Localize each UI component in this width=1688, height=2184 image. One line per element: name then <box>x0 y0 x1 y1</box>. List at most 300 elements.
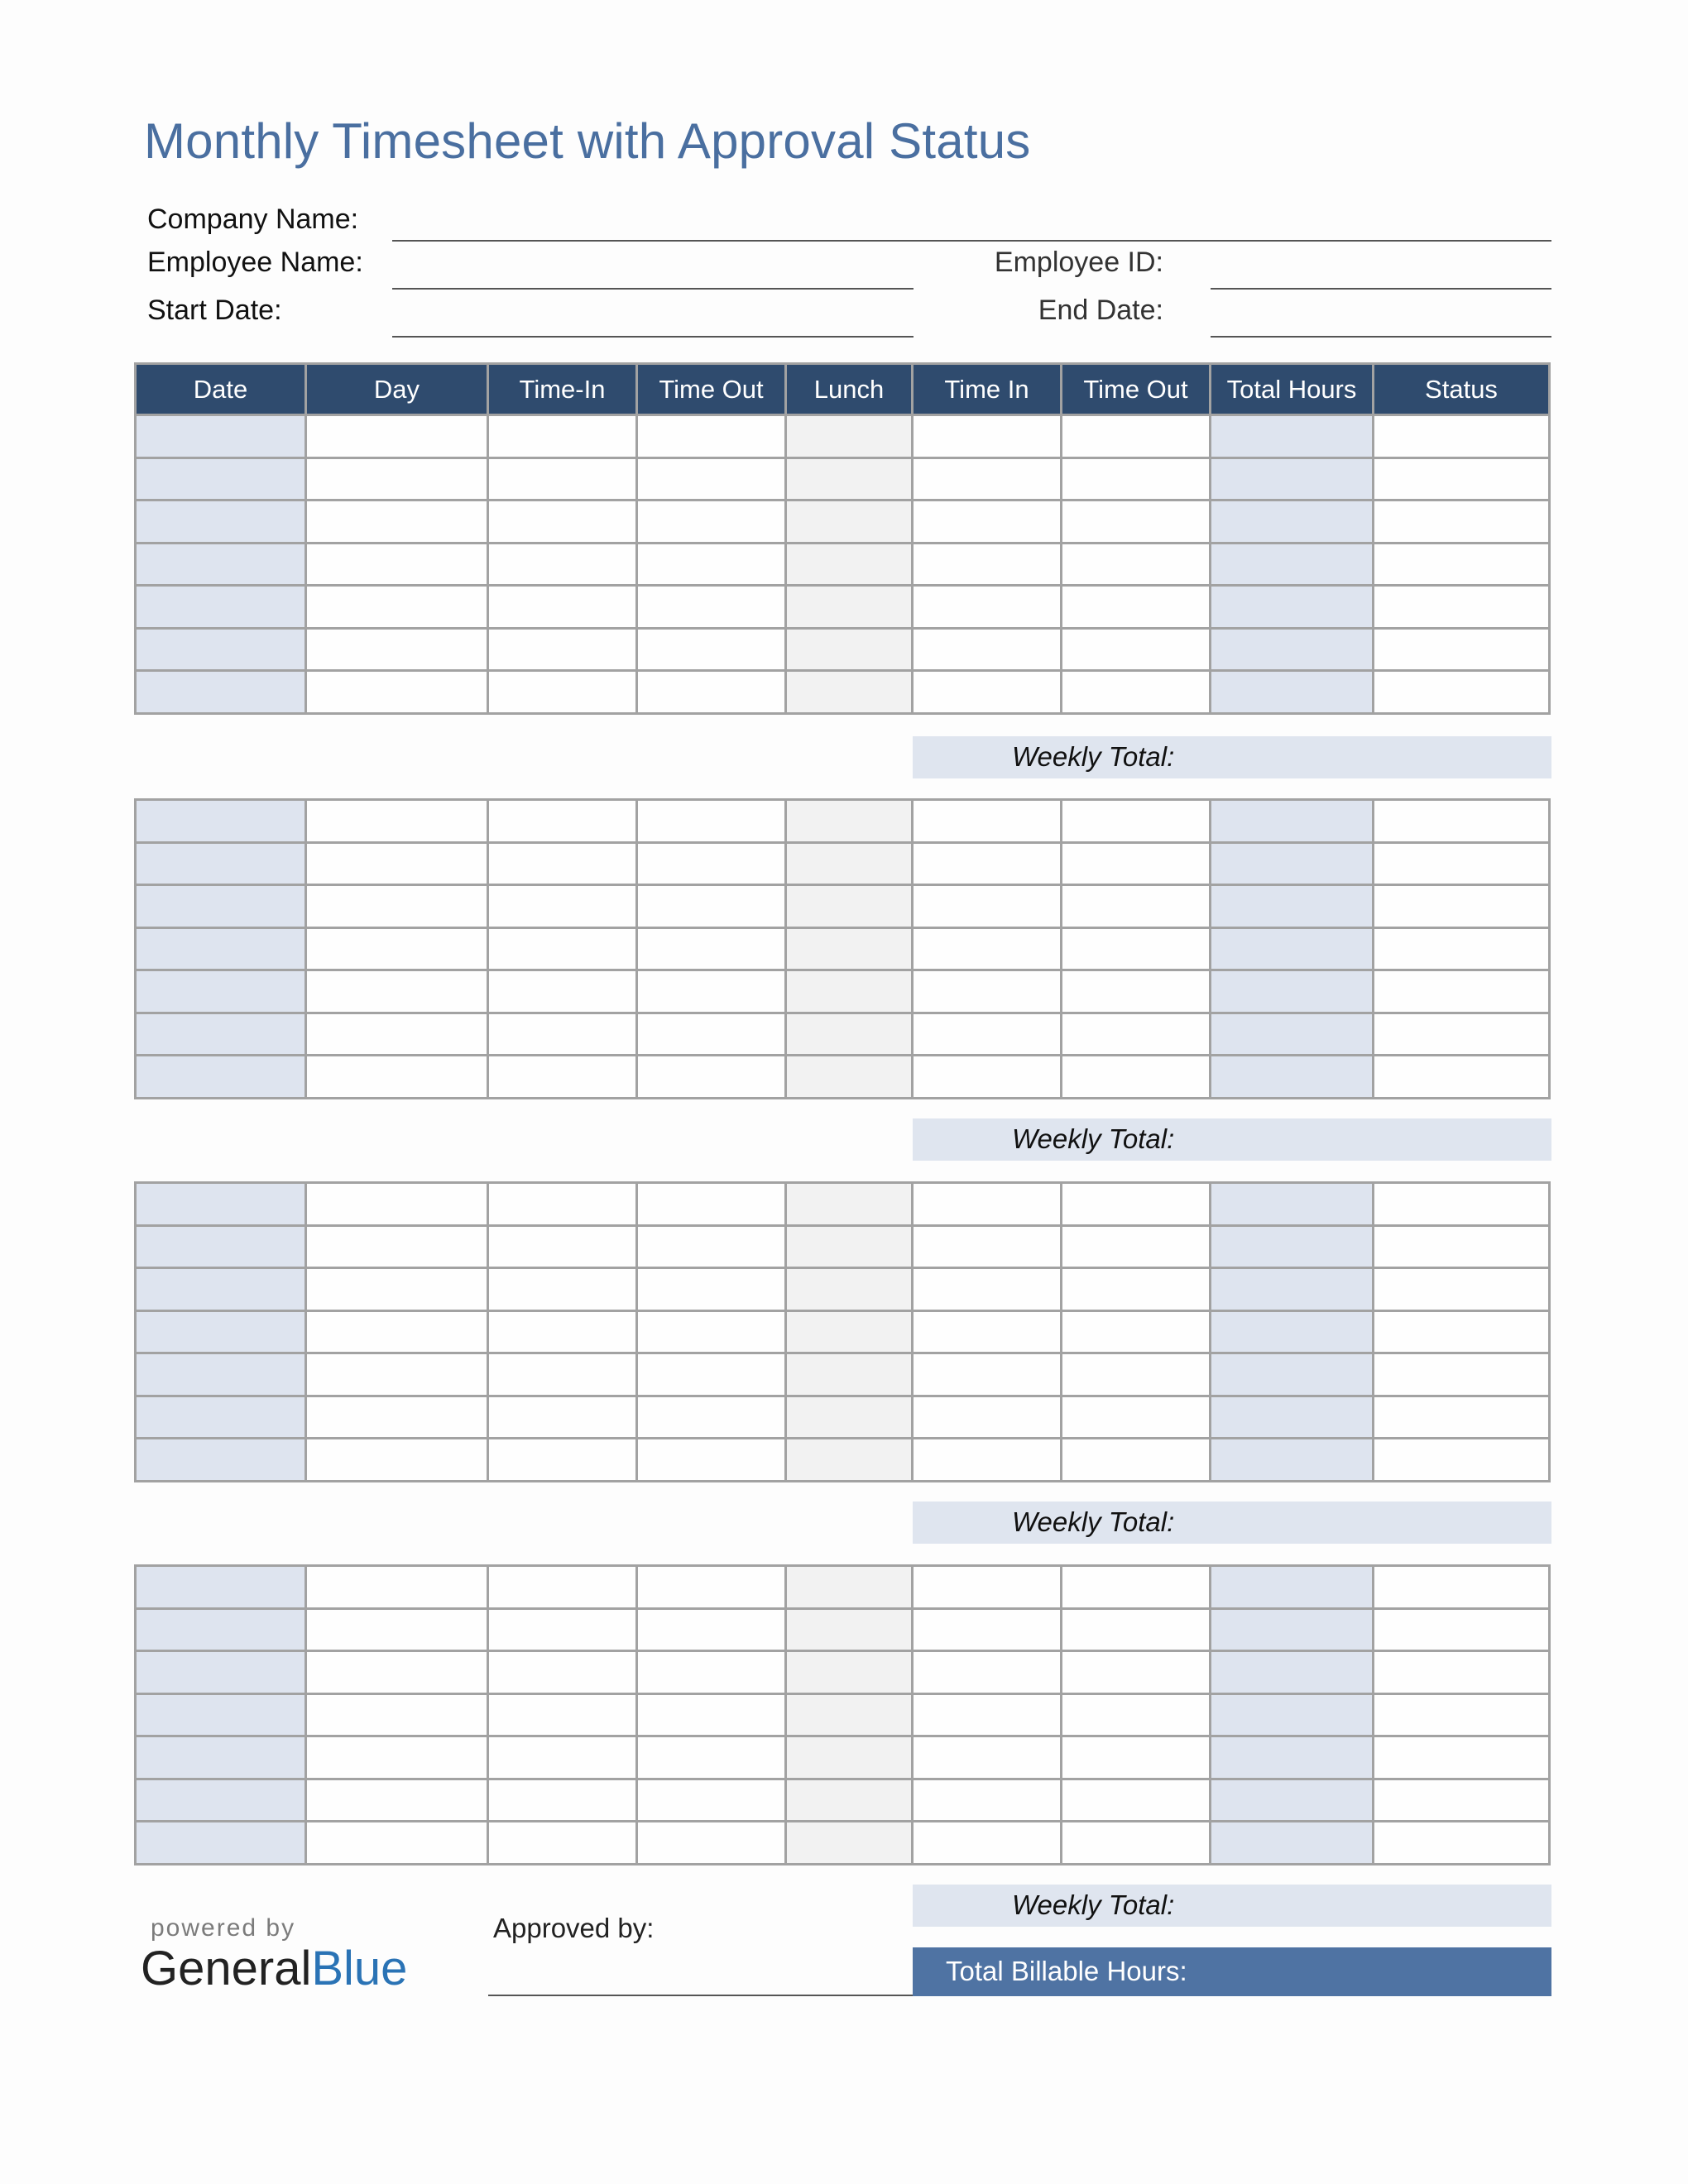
table-cell[interactable] <box>1062 1608 1211 1651</box>
table-cell[interactable] <box>637 415 786 458</box>
table-row <box>136 1566 1550 1609</box>
table-cell[interactable] <box>136 1779 306 1822</box>
table-row <box>136 1693 1550 1736</box>
table-cell[interactable] <box>488 1736 637 1779</box>
table-cell[interactable] <box>306 842 488 885</box>
table-cell[interactable] <box>913 543 1062 586</box>
table-cell[interactable] <box>913 415 1062 458</box>
table-cell[interactable] <box>1062 1268 1211 1311</box>
table-cell[interactable] <box>1062 1225 1211 1268</box>
table-cell[interactable] <box>786 1353 913 1396</box>
table-cell[interactable] <box>637 457 786 500</box>
table-cell[interactable] <box>306 1736 488 1779</box>
table-cell[interactable] <box>786 1183 913 1226</box>
employee-id-field[interactable] <box>1211 288 1551 290</box>
table-cell[interactable] <box>488 500 637 544</box>
table-cell[interactable] <box>1062 1013 1211 1056</box>
table-cell[interactable] <box>913 1736 1062 1779</box>
table-cell[interactable] <box>306 1566 488 1609</box>
table-cell[interactable] <box>1374 1608 1550 1651</box>
table-cell[interactable] <box>1374 500 1550 544</box>
table-cell[interactable] <box>637 1779 786 1822</box>
weekly-total-bar <box>913 1118 1551 1161</box>
table-cell[interactable] <box>913 1439 1062 1482</box>
table-cell[interactable] <box>786 927 913 970</box>
start-date-field[interactable] <box>392 336 914 338</box>
table-cell[interactable] <box>488 415 637 458</box>
approved-by-label: Approved by: <box>493 1913 655 1943</box>
table-cell[interactable] <box>637 1310 786 1353</box>
column-header: Time-In <box>488 364 637 415</box>
table-cell[interactable] <box>913 671 1062 714</box>
table-cell[interactable] <box>913 1310 1062 1353</box>
table-cell[interactable] <box>1062 543 1211 586</box>
table-cell[interactable] <box>306 671 488 714</box>
brand-general: General <box>141 1942 312 1995</box>
table-cell[interactable] <box>1374 1013 1550 1056</box>
table-cell[interactable] <box>306 1396 488 1439</box>
table-cell[interactable] <box>1062 1396 1211 1439</box>
table-cell[interactable] <box>913 1608 1062 1651</box>
table-cell[interactable] <box>306 800 488 843</box>
table-cell[interactable] <box>1211 927 1374 970</box>
table-cell[interactable] <box>1211 1608 1374 1651</box>
table-cell[interactable] <box>1062 885 1211 928</box>
table-cell[interactable] <box>1211 1439 1374 1482</box>
weekly-total-bar <box>913 736 1551 778</box>
table-cell[interactable] <box>1062 1566 1211 1609</box>
table-cell[interactable] <box>1374 1353 1550 1396</box>
table-cell[interactable] <box>786 1268 913 1311</box>
table-row <box>136 586 1550 629</box>
table-cell[interactable] <box>136 927 306 970</box>
table-cell[interactable] <box>1374 800 1550 843</box>
table-cell[interactable] <box>1211 628 1374 671</box>
table-cell[interactable] <box>1374 457 1550 500</box>
table-cell[interactable] <box>488 927 637 970</box>
table-row <box>136 1396 1550 1439</box>
table-cell[interactable] <box>913 885 1062 928</box>
table-cell[interactable] <box>786 842 913 885</box>
table-cell[interactable] <box>306 1608 488 1651</box>
company-name-field[interactable] <box>392 240 1551 242</box>
table-cell[interactable] <box>1211 1056 1374 1099</box>
table-cell[interactable] <box>306 885 488 928</box>
table-cell[interactable] <box>488 1310 637 1353</box>
table-cell[interactable] <box>306 1310 488 1353</box>
table-cell[interactable] <box>306 1353 488 1396</box>
table-cell[interactable] <box>913 800 1062 843</box>
table-cell[interactable] <box>488 671 637 714</box>
table-cell[interactable] <box>1211 1268 1374 1311</box>
table-cell[interactable] <box>306 1651 488 1694</box>
table-cell[interactable] <box>786 415 913 458</box>
table-cell[interactable] <box>1062 1439 1211 1482</box>
table-cell[interactable] <box>637 1651 786 1694</box>
table-cell[interactable] <box>786 1779 913 1822</box>
table-cell[interactable] <box>1374 927 1550 970</box>
table-cell[interactable] <box>306 970 488 1013</box>
start-date-label: Start Date: <box>147 295 282 326</box>
table-cell[interactable] <box>637 927 786 970</box>
table-cell[interactable] <box>637 543 786 586</box>
table-cell[interactable] <box>637 500 786 544</box>
table-row <box>136 842 1550 885</box>
table-cell[interactable] <box>1062 586 1211 629</box>
table-cell[interactable] <box>488 1608 637 1651</box>
table-cell[interactable] <box>1374 1822 1550 1865</box>
table-cell[interactable] <box>1062 1183 1211 1226</box>
approved-by-field[interactable] <box>488 1995 914 1996</box>
table-cell[interactable] <box>913 1651 1062 1694</box>
weekly-total-bar <box>913 1885 1551 1927</box>
table-cell[interactable] <box>1062 970 1211 1013</box>
table-cell[interactable] <box>136 1013 306 1056</box>
table-cell[interactable] <box>306 457 488 500</box>
table-cell[interactable] <box>786 1056 913 1099</box>
table-row <box>136 927 1550 970</box>
table-cell[interactable] <box>306 1013 488 1056</box>
table-cell[interactable] <box>1062 1056 1211 1099</box>
table-cell[interactable] <box>637 885 786 928</box>
table-cell[interactable] <box>1062 1736 1211 1779</box>
table-cell[interactable] <box>637 1183 786 1226</box>
table-cell[interactable] <box>637 970 786 1013</box>
table-cell[interactable] <box>488 1822 637 1865</box>
table-cell[interactable] <box>488 1183 637 1226</box>
table-cell[interactable] <box>136 1566 306 1609</box>
table-cell[interactable] <box>136 970 306 1013</box>
table-cell[interactable] <box>913 1353 1062 1396</box>
table-cell[interactable] <box>913 1693 1062 1736</box>
table-cell[interactable] <box>306 1268 488 1311</box>
table-cell[interactable] <box>1211 1736 1374 1779</box>
table-cell[interactable] <box>1374 1056 1550 1099</box>
table-cell[interactable] <box>637 1439 786 1482</box>
table-row <box>136 1822 1550 1865</box>
table-cell[interactable] <box>1374 1439 1550 1482</box>
table-cell[interactable] <box>1374 1651 1550 1694</box>
generalblue-logo <box>141 1941 407 1996</box>
table-cell[interactable] <box>306 415 488 458</box>
table-cell[interactable] <box>913 1013 1062 1056</box>
table-cell[interactable] <box>913 628 1062 671</box>
weekly-total-label: Weekly Total: <box>1012 1889 1175 1920</box>
table-cell[interactable] <box>1211 842 1374 885</box>
brand-blue: Blue <box>311 1942 408 1995</box>
table-cell[interactable] <box>1062 457 1211 500</box>
table-row <box>136 1268 1550 1311</box>
table-cell[interactable] <box>1062 1651 1211 1694</box>
employee-name-field[interactable] <box>392 288 914 290</box>
weekly-total-label: Weekly Total: <box>1012 1506 1175 1537</box>
table-row <box>136 1608 1550 1651</box>
table-cell[interactable] <box>136 885 306 928</box>
table-cell[interactable] <box>488 628 637 671</box>
table-cell[interactable] <box>136 1651 306 1694</box>
table-cell[interactable] <box>637 1608 786 1651</box>
table-cell[interactable] <box>1374 842 1550 885</box>
table-cell[interactable] <box>913 1396 1062 1439</box>
table-cell[interactable] <box>1211 543 1374 586</box>
table-cell[interactable] <box>913 1268 1062 1311</box>
table-cell[interactable] <box>637 628 786 671</box>
table-cell[interactable] <box>637 1822 786 1865</box>
table-cell[interactable] <box>1374 1566 1550 1609</box>
table-cell[interactable] <box>1062 842 1211 885</box>
total-billable-hours-label: Total Billable Hours: <box>946 1956 1187 1986</box>
table-cell[interactable] <box>1211 1353 1374 1396</box>
table-cell[interactable] <box>1374 543 1550 586</box>
table-cell[interactable] <box>136 586 306 629</box>
table-cell[interactable] <box>1211 1566 1374 1609</box>
table-cell[interactable] <box>786 1608 913 1651</box>
table-cell[interactable] <box>786 1822 913 1865</box>
table-cell[interactable] <box>1062 1822 1211 1865</box>
table-cell[interactable] <box>306 1822 488 1865</box>
table-row <box>136 543 1550 586</box>
column-header: Date <box>136 364 306 415</box>
table-cell[interactable] <box>913 970 1062 1013</box>
table-cell[interactable] <box>637 1693 786 1736</box>
table-cell[interactable] <box>1211 800 1374 843</box>
table-cell[interactable] <box>1374 586 1550 629</box>
table-cell[interactable] <box>1211 415 1374 458</box>
table-cell[interactable] <box>306 586 488 629</box>
table-cell[interactable] <box>913 457 1062 500</box>
table-cell[interactable] <box>1062 927 1211 970</box>
table-cell[interactable] <box>1211 586 1374 629</box>
table-cell[interactable] <box>1374 885 1550 928</box>
table-cell[interactable] <box>136 1693 306 1736</box>
end-date-field[interactable] <box>1211 336 1551 338</box>
table-cell[interactable] <box>136 671 306 714</box>
table-cell[interactable] <box>913 1183 1062 1226</box>
table-cell[interactable] <box>637 1353 786 1396</box>
table-cell[interactable] <box>1374 1779 1550 1822</box>
column-header: Time In <box>913 364 1062 415</box>
table-cell[interactable] <box>136 1268 306 1311</box>
table-cell[interactable] <box>488 1225 637 1268</box>
table-row <box>136 1056 1550 1099</box>
table-cell[interactable] <box>488 885 637 928</box>
table-row <box>136 671 1550 714</box>
table-cell[interactable] <box>1062 500 1211 544</box>
table-cell[interactable] <box>1211 1651 1374 1694</box>
table-cell[interactable] <box>488 842 637 885</box>
table-cell[interactable] <box>1374 1225 1550 1268</box>
table-cell[interactable] <box>1062 671 1211 714</box>
employee-name-label: Employee Name: <box>147 247 363 278</box>
table-cell[interactable] <box>306 1439 488 1482</box>
table-cell[interactable] <box>1211 1013 1374 1056</box>
table-cell[interactable] <box>488 970 637 1013</box>
table-cell[interactable] <box>1062 415 1211 458</box>
table-cell[interactable] <box>1062 1353 1211 1396</box>
table-cell[interactable] <box>136 1822 306 1865</box>
table-cell[interactable] <box>136 457 306 500</box>
table-cell[interactable] <box>306 628 488 671</box>
table-cell[interactable] <box>786 970 913 1013</box>
table-cell[interactable] <box>913 500 1062 544</box>
table-cell[interactable] <box>913 927 1062 970</box>
table-cell[interactable] <box>786 1736 913 1779</box>
table-cell[interactable] <box>1211 1779 1374 1822</box>
table-cell[interactable] <box>786 457 913 500</box>
table-cell[interactable] <box>913 842 1062 885</box>
table-cell[interactable] <box>488 1779 637 1822</box>
table-cell[interactable] <box>637 1225 786 1268</box>
table-cell[interactable] <box>637 842 786 885</box>
table-cell[interactable] <box>488 457 637 500</box>
table-cell[interactable] <box>637 1056 786 1099</box>
table-cell[interactable] <box>1211 1822 1374 1865</box>
table-cell[interactable] <box>1374 1693 1550 1736</box>
table-cell[interactable] <box>637 1013 786 1056</box>
table-cell[interactable] <box>488 1268 637 1311</box>
table-cell[interactable] <box>786 628 913 671</box>
table-cell[interactable] <box>1374 671 1550 714</box>
table-cell[interactable] <box>913 586 1062 629</box>
table-cell[interactable] <box>136 1183 306 1226</box>
table-cell[interactable] <box>136 842 306 885</box>
table-cell[interactable] <box>488 1013 637 1056</box>
header-row <box>136 364 1550 415</box>
table-cell[interactable] <box>1062 1693 1211 1736</box>
table-cell[interactable] <box>1211 500 1374 544</box>
table-cell[interactable] <box>786 1310 913 1353</box>
table-cell[interactable] <box>1374 1268 1550 1311</box>
table-cell[interactable] <box>136 800 306 843</box>
table-cell[interactable] <box>306 500 488 544</box>
weekly-total-label: Weekly Total: <box>1012 741 1175 772</box>
table-cell[interactable] <box>786 1693 913 1736</box>
powered-by-text: powered by <box>151 1914 296 1942</box>
table-cell[interactable] <box>786 543 913 586</box>
table-cell[interactable] <box>136 628 306 671</box>
table-cell[interactable] <box>637 1396 786 1439</box>
table-cell[interactable] <box>913 1566 1062 1609</box>
table-cell[interactable] <box>136 415 306 458</box>
table-cell[interactable] <box>1062 800 1211 843</box>
table-cell[interactable] <box>306 1183 488 1226</box>
table-cell[interactable] <box>1374 1310 1550 1353</box>
table-cell[interactable] <box>786 1013 913 1056</box>
table-cell[interactable] <box>1062 1779 1211 1822</box>
table-cell[interactable] <box>306 927 488 970</box>
table-cell[interactable] <box>1374 628 1550 671</box>
table-cell[interactable] <box>637 800 786 843</box>
table-cell[interactable] <box>1374 1396 1550 1439</box>
table-cell[interactable] <box>136 1736 306 1779</box>
table-cell[interactable] <box>1211 671 1374 714</box>
table-cell[interactable] <box>1211 1183 1374 1226</box>
column-header: Lunch <box>786 364 913 415</box>
table-cell[interactable] <box>1211 457 1374 500</box>
table-cell[interactable] <box>136 500 306 544</box>
table-cell[interactable] <box>306 1225 488 1268</box>
table-cell[interactable] <box>1211 970 1374 1013</box>
table-cell[interactable] <box>136 1310 306 1353</box>
table-cell[interactable] <box>637 1566 786 1609</box>
table-cell[interactable] <box>1374 415 1550 458</box>
table-cell[interactable] <box>1062 1310 1211 1353</box>
table-cell[interactable] <box>488 1693 637 1736</box>
table-cell[interactable] <box>1374 1183 1550 1226</box>
table-cell[interactable] <box>136 543 306 586</box>
table-cell[interactable] <box>136 1608 306 1651</box>
table-row <box>136 628 1550 671</box>
table-cell[interactable] <box>488 1396 637 1439</box>
table-cell[interactable] <box>786 500 913 544</box>
week-table-3 <box>134 1181 1551 1482</box>
table-cell[interactable] <box>786 800 913 843</box>
table-cell[interactable] <box>1374 970 1550 1013</box>
table-cell[interactable] <box>488 1651 637 1694</box>
table-cell[interactable] <box>488 1439 637 1482</box>
employee-id-label: Employee ID: <box>994 247 1163 278</box>
table-cell[interactable] <box>136 1439 306 1482</box>
table-cell[interactable] <box>637 1268 786 1311</box>
table-cell[interactable] <box>136 1396 306 1439</box>
table-cell[interactable] <box>306 1693 488 1736</box>
table-cell[interactable] <box>786 1225 913 1268</box>
table-cell[interactable] <box>786 1566 913 1609</box>
table-cell[interactable] <box>306 1056 488 1099</box>
table-cell[interactable] <box>136 1056 306 1099</box>
table-row <box>136 1439 1550 1482</box>
table-cell[interactable] <box>1211 1396 1374 1439</box>
table-cell[interactable] <box>1374 1736 1550 1779</box>
table-cell[interactable] <box>306 543 488 586</box>
table-cell[interactable] <box>913 1822 1062 1865</box>
table-cell[interactable] <box>488 586 637 629</box>
table-cell[interactable] <box>637 1736 786 1779</box>
table-row <box>136 1736 1550 1779</box>
table-cell[interactable] <box>786 885 913 928</box>
table-cell[interactable] <box>913 1779 1062 1822</box>
table-cell[interactable] <box>1062 628 1211 671</box>
table-cell[interactable] <box>786 1439 913 1482</box>
table-cell[interactable] <box>136 1353 306 1396</box>
table-cell[interactable] <box>1211 885 1374 928</box>
table-cell[interactable] <box>488 1056 637 1099</box>
column-header: Time Out <box>1062 364 1211 415</box>
table-cell[interactable] <box>136 1225 306 1268</box>
table-cell[interactable] <box>637 671 786 714</box>
company-name-label: Company Name: <box>147 204 359 235</box>
table-cell[interactable] <box>786 1396 913 1439</box>
table-cell[interactable] <box>913 1056 1062 1099</box>
table-row <box>136 970 1550 1013</box>
table-row <box>136 1353 1550 1396</box>
table-cell[interactable] <box>786 671 913 714</box>
table-cell[interactable] <box>488 1566 637 1609</box>
table-cell[interactable] <box>306 1779 488 1822</box>
table-cell[interactable] <box>488 543 637 586</box>
page-title: Monthly Timesheet with Approval Status <box>144 113 1031 169</box>
table-cell[interactable] <box>488 1353 637 1396</box>
table-cell[interactable] <box>1211 1225 1374 1268</box>
table-cell[interactable] <box>786 1651 913 1694</box>
table-cell[interactable] <box>786 586 913 629</box>
table-cell[interactable] <box>488 800 637 843</box>
table-cell[interactable] <box>913 1225 1062 1268</box>
table-cell[interactable] <box>1211 1693 1374 1736</box>
table-cell[interactable] <box>1211 1310 1374 1353</box>
table-cell[interactable] <box>637 586 786 629</box>
table-row <box>136 500 1550 544</box>
